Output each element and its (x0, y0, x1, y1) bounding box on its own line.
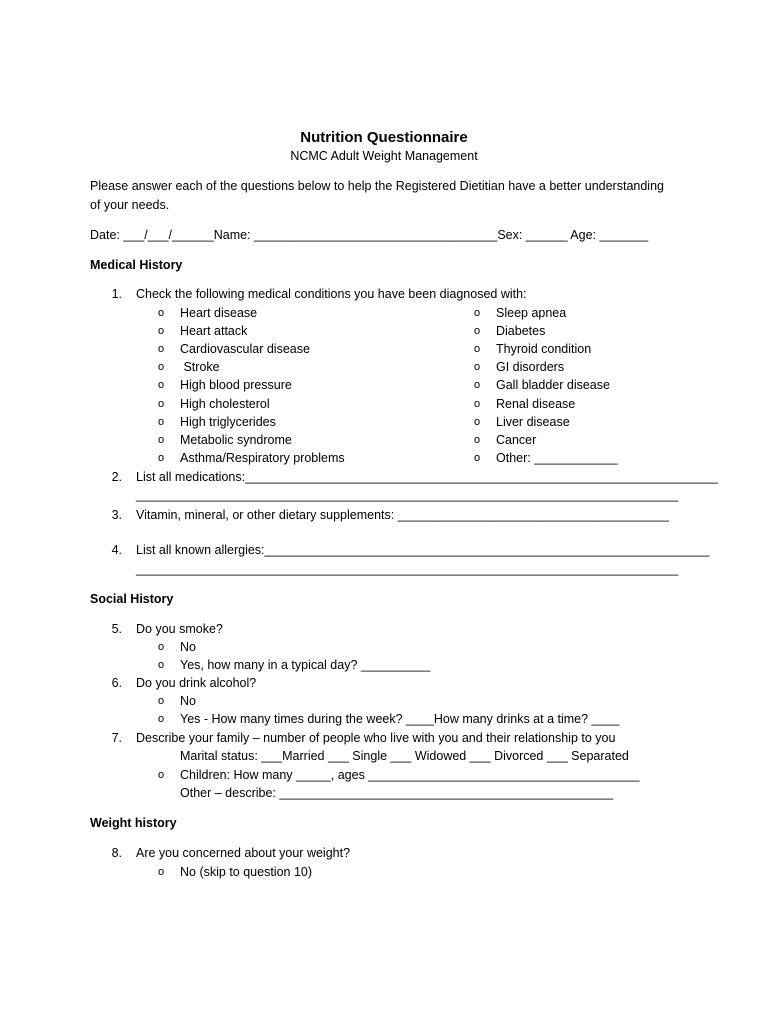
weight-history-heading: Weight history (90, 816, 177, 830)
condition-label: Stroke (180, 360, 220, 374)
checkbox-bullet[interactable]: o (158, 434, 165, 446)
medications-field-line-2[interactable]: ______________________________________________________________________________ (136, 488, 679, 502)
condition-label: Cardiovascular disease (180, 342, 310, 356)
radio-bullet[interactable]: o (158, 641, 165, 653)
question-number: 1. (111, 287, 122, 301)
condition-label: Gall bladder disease (496, 378, 610, 392)
condition-label: Asthma/Respiratory problems (180, 451, 345, 465)
condition-label: High blood pressure (180, 378, 292, 392)
option-label: No (180, 694, 196, 708)
checkbox-bullet[interactable]: o (158, 416, 165, 428)
checkbox-bullet[interactable]: o (474, 379, 481, 391)
checkbox-bullet[interactable]: o (474, 307, 481, 319)
date-name-sex-age-line[interactable]: Date: ___/___/______Name: ___________________________________Sex: ______ Age: _______ (90, 228, 649, 242)
checkbox-bullet[interactable]: o (158, 379, 165, 391)
checkbox-bullet[interactable]: o (474, 434, 481, 446)
question-5-text: Do you smoke? (136, 622, 223, 636)
condition-label: High cholesterol (180, 397, 270, 411)
intro-line-2: of your needs. (90, 198, 170, 212)
question-number: 6. (111, 676, 122, 690)
question-1-text: Check the following medical conditions you have been diagnosed with: (136, 287, 527, 301)
checkbox-bullet[interactable]: o (158, 361, 165, 373)
checkbox-bullet[interactable]: o (474, 416, 481, 428)
condition-label: GI disorders (496, 360, 565, 374)
question-8-text: Are you concerned about your weight? (136, 846, 351, 860)
radio-bullet[interactable]: o (158, 769, 165, 781)
condition-label: Heart disease (180, 306, 258, 320)
checkbox-bullet[interactable]: o (474, 343, 481, 355)
option-label[interactable]: Yes - How many times during the week? ____How many drinks at a time? ____ (180, 712, 620, 726)
condition-label: Thyroid condition (496, 342, 592, 356)
checkbox-bullet[interactable]: o (158, 307, 165, 319)
condition-label: Liver disease (496, 415, 570, 429)
checkbox-bullet[interactable]: o (474, 452, 481, 464)
medications-field[interactable]: List all medications:____________________________________________________________________ (136, 470, 718, 484)
intro-line-1: Please answer each of the questions below to help the Registered Dietitian have a better understanding (90, 179, 664, 193)
checkbox-bullet[interactable]: o (158, 343, 165, 355)
question-number: 4. (111, 543, 122, 557)
checkbox-bullet[interactable]: o (158, 452, 165, 464)
radio-bullet[interactable]: o (158, 695, 165, 707)
checkbox-bullet[interactable]: o (474, 361, 481, 373)
medical-history-heading: Medical History (90, 258, 183, 272)
radio-bullet[interactable]: o (158, 713, 165, 725)
checkbox-bullet[interactable]: o (474, 325, 481, 337)
social-history-heading: Social History (90, 592, 174, 606)
question-number: 7. (111, 731, 122, 745)
page-title: Nutrition Questionnaire (300, 129, 468, 146)
condition-label[interactable]: Other: ____________ (496, 451, 618, 465)
question-6-text: Do you drink alcohol? (136, 676, 257, 690)
condition-label: Sleep apnea (496, 306, 567, 320)
allergies-field[interactable]: List all known allergies:________________________________________________________________ (136, 543, 710, 557)
marital-status-line[interactable]: Marital status: ___Married ___ Single ___ Widowed ___ Divorced ___ Separated (180, 749, 629, 763)
question-number: 8. (111, 846, 122, 860)
checkbox-bullet[interactable]: o (474, 398, 481, 410)
page-subtitle: NCMC Adult Weight Management (290, 149, 478, 163)
condition-label: Diabetes (496, 324, 546, 338)
supplements-field[interactable]: Vitamin, mineral, or other dietary supplements: _______________________________________ (136, 508, 669, 522)
other-describe-line[interactable]: Other – describe: ________________________________________________ (180, 786, 614, 800)
question-number: 2. (111, 470, 122, 484)
option-label: No (180, 640, 196, 654)
question-7-text: Describe your family – number of people who live with you and their relationship to you (136, 731, 616, 745)
condition-label: High triglycerides (180, 415, 276, 429)
condition-label: Heart attack (180, 324, 248, 338)
option-label[interactable]: Yes, how many in a typical day? __________ (180, 658, 431, 672)
checkbox-bullet[interactable]: o (158, 325, 165, 337)
radio-bullet[interactable]: o (158, 866, 165, 878)
allergies-field-line-2[interactable]: ______________________________________________________________________________ (136, 562, 679, 576)
radio-bullet[interactable]: o (158, 659, 165, 671)
option-label: No (skip to question 10) (180, 865, 313, 879)
question-number: 5. (111, 622, 122, 636)
condition-label: Metabolic syndrome (180, 433, 292, 447)
condition-label: Renal disease (496, 397, 576, 411)
checkbox-bullet[interactable]: o (158, 398, 165, 410)
condition-label: Cancer (496, 433, 537, 447)
children-line[interactable]: Children: How many _____, ages _______________________________________ (180, 768, 640, 782)
question-number: 3. (111, 508, 122, 522)
